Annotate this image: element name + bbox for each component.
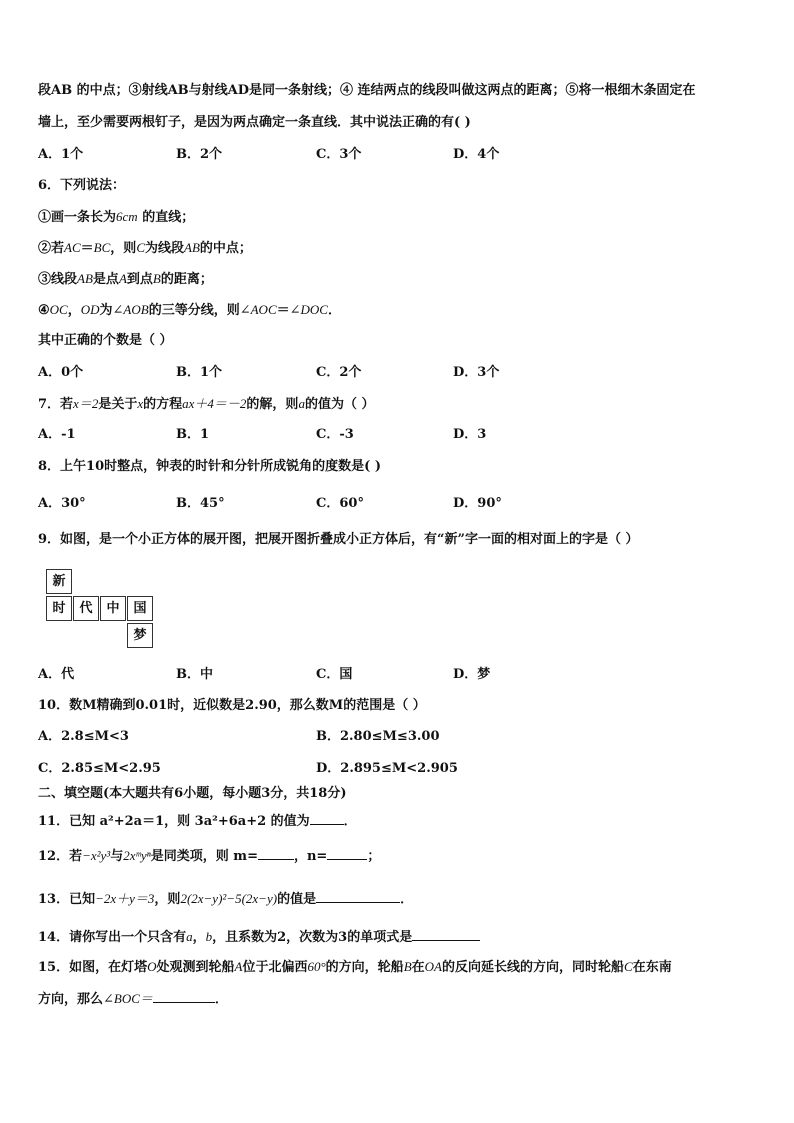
q15-line-1: 15．如图，在灯塔O处观测到轮船A位于北偏西60°的方向，轮船B在OA的反向延长线的方向，同时轮船C在东南	[38, 959, 672, 975]
q15-blank	[153, 990, 215, 1003]
q10-option-b: B．2.80≤M≤3.00	[316, 729, 440, 744]
q11-stem: 11．已知 a²+2a＝1，则 3a²+6a+2 的值为 ．	[38, 814, 357, 829]
q6-question: 其中正确的个数是（ ）	[38, 333, 173, 348]
q10-option-c: C．2.85≤M<2.95	[38, 761, 161, 776]
q6-statement-2: ②若AC＝BC，则C为线段AB的中点；	[38, 240, 252, 256]
q10-stem: 10．数M精确到0.01时，近似数是2.90，那么数M的范围是（ ）	[38, 698, 426, 713]
net-face-top: 新	[46, 569, 72, 594]
q14-stem: 14．请你写出一个只含有a，b，且系数为2，次数为3的单项式是	[38, 928, 480, 946]
q12-blank-m	[258, 847, 294, 860]
q6-option-d: D．3个	[453, 365, 500, 380]
q6-option-b: B．1个	[176, 365, 223, 380]
cube-net-figure	[46, 569, 154, 649]
q12-stem: 12．若−x²y³与2xᵐyⁿ是同类项，则 m= ，n= ；	[38, 848, 381, 864]
q15-line-2: 方向，那么∠BOC＝ ．	[38, 991, 228, 1007]
net-face-2: 代	[73, 596, 99, 621]
q7-option-a: A．-1	[38, 427, 76, 442]
q11-blank	[310, 812, 344, 825]
q9-option-b: B．中	[176, 667, 213, 682]
q8-option-c: C．60°	[316, 496, 364, 511]
q5-option-a: A．1个	[38, 147, 84, 162]
q7-stem: 7．若x＝2是关于x的方程ax＋4＝－2的解，则a的值为（ ）	[38, 396, 375, 412]
q14-blank	[412, 928, 480, 941]
q9-stem: 9．如图，是一个小正方体的展开图，把展开图折叠成小正方体后，有“新”字一面的相对面上的字是（ ）	[38, 532, 639, 547]
q5-option-b: B．2个	[176, 147, 223, 162]
q6-option-c: C．2个	[316, 365, 362, 380]
q6-stem: 6．下列说法：	[38, 178, 126, 193]
q8-option-a: A．30°	[38, 496, 86, 511]
q6-statement-4: ④OC，OD为∠AOB的三等分线，则∠AOC＝∠DOC．	[38, 302, 341, 318]
q6-statement-1: ①画一条长为6cm 的直线；	[38, 209, 195, 225]
q7-option-d: D．3	[453, 427, 487, 442]
net-face-1: 时	[46, 596, 72, 621]
q5-option-c: C．3个	[316, 147, 362, 162]
q9-option-a: A．代	[38, 667, 75, 682]
net-face-3: 中	[100, 596, 126, 621]
q8-stem: 8．上午10时整点，钟表的时针和分针所成锐角的度数是( )	[38, 459, 381, 474]
q12-blank-n	[327, 847, 367, 860]
net-face-4: 国	[127, 596, 153, 621]
q5-option-d: D．4个	[453, 147, 500, 162]
q8-option-b: B．45°	[176, 496, 225, 511]
q10-option-a: A．2.8≤M<3	[38, 729, 129, 744]
q6-option-a: A．0个	[38, 365, 84, 380]
q8-option-d: D．90°	[453, 496, 502, 511]
q13-stem: 13．已知−2x＋y＝3，则2(2x−y)²−5(2x−y)的值是 ．	[38, 891, 414, 907]
section-heading-fill-in: 二、填空题(本大题共有6小题，每小题3分，共18分)	[38, 786, 347, 801]
q9-option-c: C．国	[316, 667, 353, 682]
q7-option-b: B．1	[176, 427, 210, 442]
q5-line-2: 墙上，至少需要两根钉子，是因为两点确定一条直线．其中说法正确的有( )	[38, 115, 471, 130]
net-face-bottom: 梦	[127, 623, 153, 648]
q5-line-1: 段AB 的中点；③射线AB与射线AD是同一条射线；④ 连结两点的线段叫做这两点的距离；⑤将一根细木条固定在	[38, 83, 696, 98]
q13-blank	[316, 890, 400, 903]
q6-statement-3: ③线段AB是点A到点B的距离；	[38, 271, 213, 287]
q9-option-d: D．梦	[453, 667, 491, 682]
q10-option-d: D．2.895≤M<2.905	[316, 761, 458, 776]
q7-option-c: C．-3	[316, 427, 354, 442]
